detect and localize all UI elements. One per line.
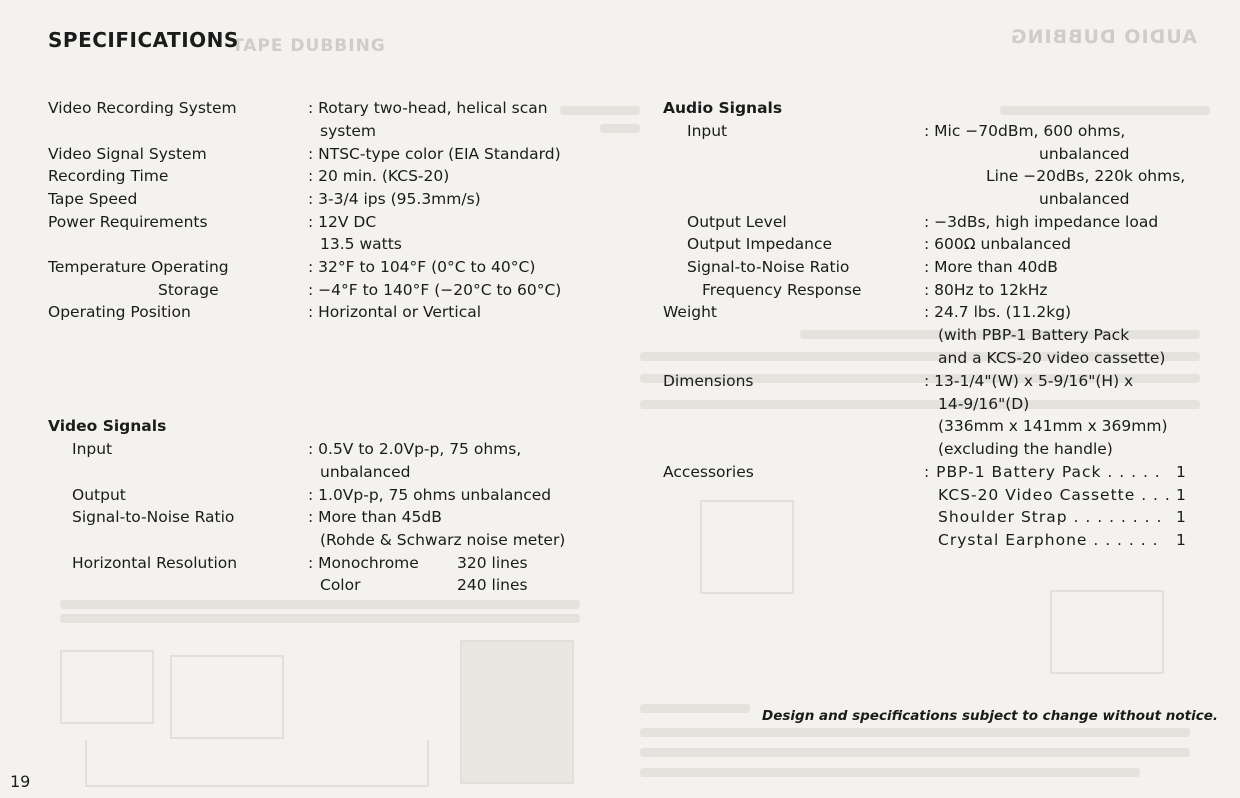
spec-label: Video Recording System (48, 99, 237, 117)
spec-value: : 24.7 lbs. (11.2kg) (924, 303, 1072, 321)
section-title-video-signals: Video Signals (48, 417, 167, 435)
spec-label: Weight (663, 303, 718, 321)
spec-label: Power Requirements (48, 213, 208, 231)
page-title: SPECIFICATIONS (48, 28, 239, 52)
accessory-item: Shoulder Strap . . . . . . . . (938, 508, 1163, 526)
spec-value-cont: 13.5 watts (320, 235, 402, 253)
show-through-diagram (60, 650, 154, 724)
show-through-line (60, 614, 580, 623)
page-number: 19 (10, 772, 31, 791)
spec-label: Signal-to-Noise Ratio (687, 258, 850, 276)
spec-label: Frequency Response (702, 281, 862, 299)
show-through-diagram (170, 655, 284, 739)
spec-label: Horizontal Resolution (72, 554, 238, 572)
accessory-qty: 1 (1176, 486, 1186, 504)
spec-value: : Mic −70dBm, 600 ohms, (924, 122, 1126, 140)
spec-value: : Monochrome (308, 554, 419, 572)
spec-label: Input (687, 122, 728, 140)
spec-label: Video Signal System (48, 145, 207, 163)
footnote: Design and specifications subject to change without notice. (762, 708, 1218, 724)
spec-value: : 12V DC (308, 213, 377, 231)
show-through-line (640, 704, 750, 713)
show-through-line (560, 106, 640, 115)
show-through-diagram (460, 640, 574, 784)
show-through-diagram (1050, 590, 1164, 674)
spec-value: : 32°F to 104°F (0°C to 40°C) (308, 258, 536, 276)
accessory-item: KCS-20 Video Cassette . . . (938, 486, 1171, 504)
spec-value: : 20 min. (KCS-20) (308, 167, 450, 185)
show-through-line (640, 748, 1190, 757)
spec-value-cont: (Rohde & Schwarz noise meter) (320, 531, 566, 549)
spec-value: : More than 45dB (308, 508, 442, 526)
spec-value: Color (320, 576, 361, 594)
show-through-heading: AUDIO DUBBING (1010, 26, 1197, 48)
spec-value-cont: (with PBP-1 Battery Pack (938, 326, 1130, 344)
spec-value: : 3-3/4 ips (95.3mm/s) (308, 190, 481, 208)
spec-label: Output Impedance (687, 235, 833, 253)
spec-label: Output Level (687, 213, 787, 231)
spec-label: Recording Time (48, 167, 169, 185)
spec-value: : 0.5V to 2.0Vp-p, 75 ohms, (308, 440, 522, 458)
spec-label: Temperature Operating (48, 258, 229, 276)
spec-label: Tape Speed (48, 190, 138, 208)
spec-value: : 600Ω unbalanced (924, 235, 1072, 253)
show-through-line (60, 600, 580, 609)
spec-value-cont: unbalanced (320, 463, 411, 481)
spec-value: 320 lines (457, 554, 528, 572)
accessory-item: : PBP-1 Battery Pack . . . . . (924, 463, 1161, 481)
show-through-diagram (700, 500, 794, 594)
spec-label: Storage (158, 281, 219, 299)
show-through-heading-2: TAPE DUBBING (232, 36, 386, 56)
spec-label: Accessories (663, 463, 754, 481)
spec-value-cont: (excluding the handle) (938, 440, 1113, 458)
spec-value-cont: and a KCS-20 video cassette) (938, 349, 1166, 367)
spec-value-cont: unbalanced (1039, 190, 1130, 208)
accessory-qty: 1 (1176, 531, 1186, 549)
spec-value-cont: 14-9/16"(D) (938, 395, 1030, 413)
show-through-line (640, 400, 1200, 409)
spec-value: Line −20dBs, 220k ohms, (986, 167, 1186, 185)
spec-value-cont: system (320, 122, 377, 140)
show-through-line (640, 728, 1190, 737)
spec-label: Dimensions (663, 372, 754, 390)
spec-value: : More than 40dB (924, 258, 1058, 276)
spec-value: 240 lines (457, 576, 528, 594)
spec-value: : Rotary two-head, helical scan (308, 99, 548, 117)
spec-label: Output (72, 486, 126, 504)
spec-value: : Horizontal or Vertical (308, 303, 482, 321)
accessory-item: Crystal Earphone . . . . . . (938, 531, 1159, 549)
show-through-line (640, 768, 1140, 777)
spec-value-cont: unbalanced (1039, 145, 1130, 163)
accessory-qty: 1 (1176, 508, 1186, 526)
accessory-qty: 1 (1176, 463, 1186, 481)
show-through-line (600, 124, 640, 133)
spec-value: : 13-1/4"(W) x 5-9/16"(H) x (924, 372, 1134, 390)
spec-value: : −4°F to 140°F (−20°C to 60°C) (308, 281, 562, 299)
spec-label: Input (72, 440, 113, 458)
spec-label: Signal-to-Noise Ratio (72, 508, 235, 526)
show-through-diagram (85, 740, 429, 787)
spec-value: : 1.0Vp-p, 75 ohms unbalanced (308, 486, 552, 504)
show-through-line (1000, 106, 1210, 115)
spec-value: : 80Hz to 12kHz (924, 281, 1048, 299)
spec-value: : −3dBs, high impedance load (924, 213, 1159, 231)
section-title-audio-signals: Audio Signals (663, 99, 783, 117)
spec-label: Operating Position (48, 303, 191, 321)
spec-value-cont: (336mm x 141mm x 369mm) (938, 417, 1168, 435)
spec-value: : NTSC-type color (EIA Standard) (308, 145, 561, 163)
